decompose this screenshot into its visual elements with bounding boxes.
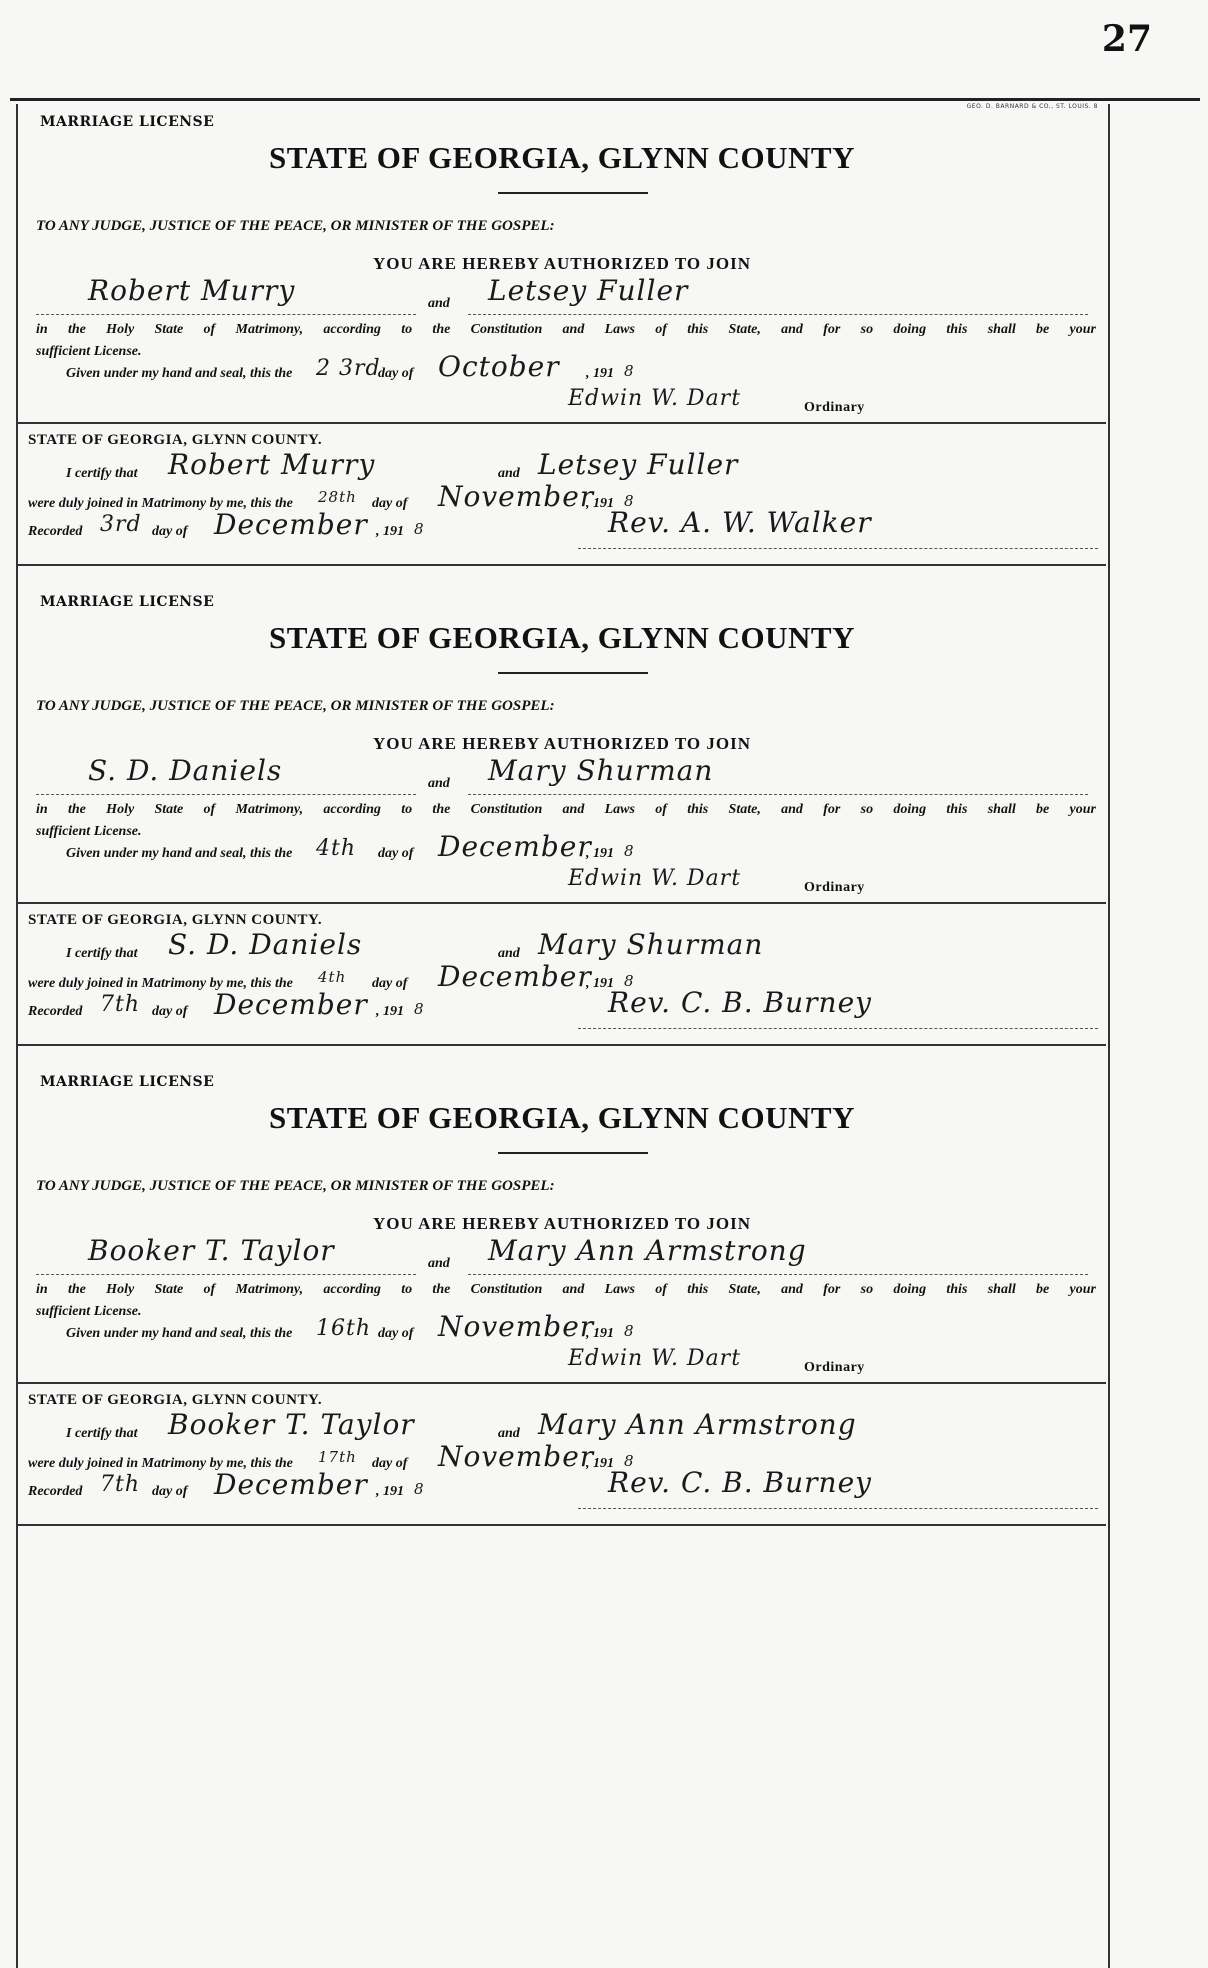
- and-label: and: [428, 296, 450, 311]
- ordinary-signature: Edwin W. Dart: [568, 1346, 742, 1371]
- holy-state-text: in the Holy State of Matrimony, according to the Constitution and Laws of this State, and for so doing this shall be your: [36, 802, 1096, 817]
- top-rule: [10, 98, 1200, 101]
- holy-state-text: in the Holy State of Matrimony, according to the Constitution and Laws of this State, and for so doing this shall be your: [36, 1282, 1096, 1297]
- certificate-groom: Booker T. Taylor: [168, 1408, 415, 1441]
- bride-name: Mary Shurman: [488, 754, 714, 787]
- married-month: November: [438, 1440, 595, 1473]
- married-day: 28th: [318, 488, 357, 506]
- state-heading: STATE OF GEORGIA, GLYNN COUNTY: [268, 620, 855, 655]
- license-year: 8: [624, 362, 635, 380]
- address-line: TO ANY JUDGE, JUSTICE OF THE PEACE, OR MINISTER OF THE GOSPEL:: [36, 698, 555, 714]
- sufficient-text: sufficient License.: [36, 824, 142, 839]
- certificate-and: and: [498, 466, 520, 481]
- certificate-heading: STATE OF GEORGIA, GLYNN COUNTY.: [28, 432, 323, 448]
- recorded-day: 7th: [100, 1472, 141, 1497]
- recorded-label: Recorded: [28, 524, 83, 539]
- groom-line: [36, 1274, 416, 1275]
- married-year-prefix: , 191: [586, 496, 614, 511]
- and-label: and: [428, 776, 450, 791]
- bride-name: Mary Ann Armstrong: [488, 1234, 807, 1267]
- groom-line: [36, 794, 416, 795]
- recorded-month: December: [214, 988, 368, 1021]
- license-month: December: [438, 830, 592, 863]
- certify-label: I certify that: [66, 1426, 138, 1441]
- certificate-groom: S. D. Daniels: [168, 928, 363, 961]
- certificate-bride: Letsey Fuller: [538, 448, 739, 481]
- bride-line: [468, 314, 1088, 315]
- license-year: 8: [624, 1322, 635, 1340]
- sufficient-text: sufficient License.: [36, 1304, 142, 1319]
- minister-line: [578, 548, 1098, 549]
- authorized-line: YOU ARE HEREBY AUTHORIZED TO JOIN: [373, 1214, 751, 1233]
- recorded-year-prefix: , 191: [376, 1004, 404, 1019]
- day-of-label: day of: [378, 1326, 414, 1341]
- married-day: 17th: [318, 1448, 357, 1466]
- groom-name: Booker T. Taylor: [88, 1234, 335, 1267]
- year-prefix: , 191: [586, 846, 614, 861]
- license-day: 2 3rd: [316, 356, 381, 381]
- day-of-label: day of: [378, 366, 414, 381]
- title-rule: [498, 192, 648, 194]
- certificate-and: and: [498, 1426, 520, 1441]
- address-line: TO ANY JUDGE, JUSTICE OF THE PEACE, OR MINISTER OF THE GOSPEL:: [36, 218, 555, 234]
- year-prefix: , 191: [586, 366, 614, 381]
- title-rule: [498, 1152, 648, 1154]
- section-divider: [18, 1382, 1106, 1384]
- printer-mark: GEO. D. BARNARD & CO., ST. LOUIS. 8: [966, 103, 1098, 110]
- year-prefix: , 191: [586, 1326, 614, 1341]
- record-divider: [18, 1044, 1106, 1046]
- married-day-of: day of: [372, 496, 408, 511]
- license-day: 4th: [316, 836, 357, 861]
- license-heading: MARRIAGE LICENSE: [40, 1074, 215, 1090]
- recorded-year-prefix: , 191: [376, 1484, 404, 1499]
- license-year: 8: [624, 842, 635, 860]
- recorded-day: 3rd: [100, 512, 142, 537]
- license-day: 16th: [316, 1316, 372, 1341]
- authorized-line: YOU ARE HEREBY AUTHORIZED TO JOIN: [373, 254, 751, 273]
- certify-label: I certify that: [66, 466, 138, 481]
- recorded-label: Recorded: [28, 1484, 83, 1499]
- married-year: 8: [624, 1452, 635, 1470]
- recorded-label: Recorded: [28, 1004, 83, 1019]
- recorded-day-of: day of: [152, 524, 188, 539]
- minister-signature: Rev. C. B. Burney: [608, 986, 872, 1019]
- minister-line: [578, 1508, 1098, 1509]
- ordinary-label: Ordinary: [804, 880, 865, 895]
- recorded-day-of: day of: [152, 1484, 188, 1499]
- sufficient-text: sufficient License.: [36, 344, 142, 359]
- given-text: Given under my hand and seal, this the: [66, 1326, 293, 1341]
- married-month: November: [438, 480, 595, 513]
- recorded-month: December: [214, 508, 368, 541]
- certificate-bride: Mary Shurman: [538, 928, 764, 961]
- groom-line: [36, 314, 416, 315]
- recorded-month: December: [214, 1468, 368, 1501]
- married-day: 4th: [318, 968, 347, 986]
- state-heading: STATE OF GEORGIA, GLYNN COUNTY: [268, 140, 855, 175]
- certificate-and: and: [498, 946, 520, 961]
- holy-state-text: in the Holy State of Matrimony, according to the Constitution and Laws of this State, and for so doing this shall be your: [36, 322, 1096, 337]
- recorded-day: 7th: [100, 992, 141, 1017]
- married-month: December: [438, 960, 592, 993]
- given-text: Given under my hand and seal, this the: [66, 366, 293, 381]
- minister-signature: Rev. C. B. Burney: [608, 1466, 872, 1499]
- license-heading: MARRIAGE LICENSE: [40, 594, 215, 610]
- bride-name: Letsey Fuller: [488, 274, 689, 307]
- joined-text: were duly joined in Matrimony by me, this the: [28, 976, 293, 991]
- license-month: November: [438, 1310, 595, 1343]
- groom-name: S. D. Daniels: [88, 754, 283, 787]
- certificate-heading: STATE OF GEORGIA, GLYNN COUNTY.: [28, 1392, 323, 1408]
- bride-line: [468, 1274, 1088, 1275]
- authorized-line: YOU ARE HEREBY AUTHORIZED TO JOIN: [373, 734, 751, 753]
- certificate-groom: Robert Murry: [168, 448, 376, 481]
- married-year: 8: [624, 492, 635, 510]
- minister-line: [578, 1028, 1098, 1029]
- married-year: 8: [624, 972, 635, 990]
- state-heading: STATE OF GEORGIA, GLYNN COUNTY: [268, 1100, 855, 1135]
- recorded-year: 8: [414, 520, 425, 538]
- address-line: TO ANY JUDGE, JUSTICE OF THE PEACE, OR MINISTER OF THE GOSPEL:: [36, 1178, 555, 1194]
- recorded-year-prefix: , 191: [376, 524, 404, 539]
- section-divider: [18, 902, 1106, 904]
- and-label: and: [428, 1256, 450, 1271]
- joined-text: were duly joined in Matrimony by me, this the: [28, 1456, 293, 1471]
- minister-signature: Rev. A. W. Walker: [608, 506, 872, 539]
- married-year-prefix: , 191: [586, 976, 614, 991]
- groom-name: Robert Murry: [88, 274, 296, 307]
- record-divider: [18, 1524, 1106, 1526]
- married-year-prefix: , 191: [586, 1456, 614, 1471]
- record-divider: [18, 564, 1106, 566]
- section-divider: [18, 422, 1106, 424]
- title-rule: [498, 672, 648, 674]
- married-day-of: day of: [372, 1456, 408, 1471]
- certify-label: I certify that: [66, 946, 138, 961]
- bride-line: [468, 794, 1088, 795]
- certificate-bride: Mary Ann Armstrong: [538, 1408, 857, 1441]
- marriage-record: [18, 1064, 1106, 1664]
- page-number: 27: [1101, 18, 1152, 60]
- certificate-heading: STATE OF GEORGIA, GLYNN COUNTY.: [28, 912, 323, 928]
- recorded-day-of: day of: [152, 1004, 188, 1019]
- license-month: October: [438, 350, 560, 383]
- joined-text: were duly joined in Matrimony by me, this the: [28, 496, 293, 511]
- license-heading: MARRIAGE LICENSE: [40, 114, 215, 130]
- day-of-label: day of: [378, 846, 414, 861]
- ordinary-signature: Edwin W. Dart: [568, 866, 742, 891]
- recorded-year: 8: [414, 1000, 425, 1018]
- recorded-year: 8: [414, 1480, 425, 1498]
- ordinary-label: Ordinary: [804, 400, 865, 415]
- ordinary-label: Ordinary: [804, 1360, 865, 1375]
- given-text: Given under my hand and seal, this the: [66, 846, 293, 861]
- married-day-of: day of: [372, 976, 408, 991]
- ordinary-signature: Edwin W. Dart: [568, 386, 742, 411]
